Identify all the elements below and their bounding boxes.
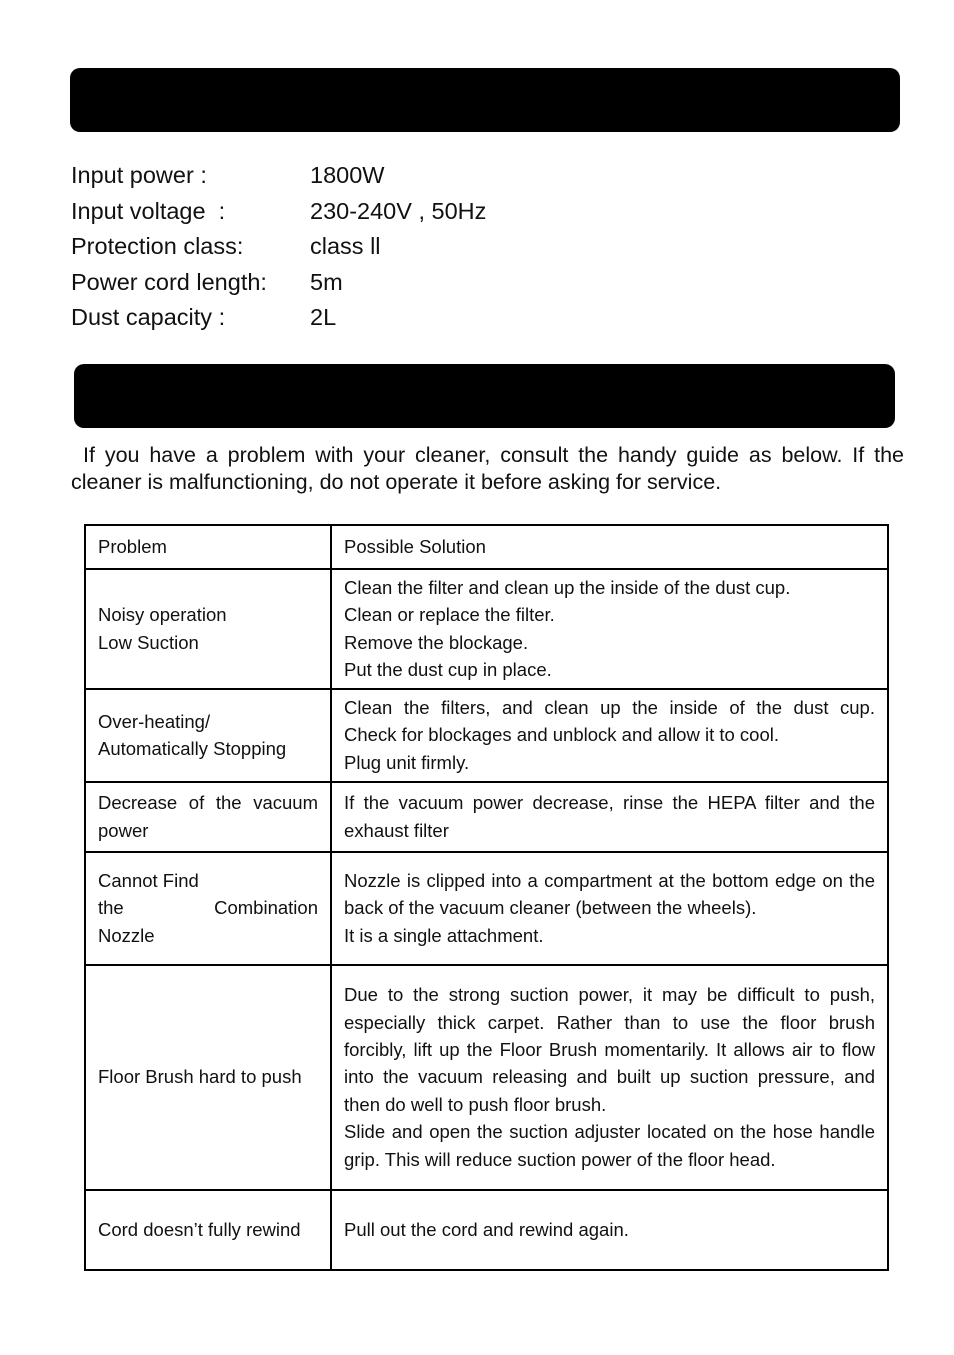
solution-line: It is a single attachment.	[344, 924, 544, 946]
solution-cell	[331, 569, 888, 689]
spec-label: Power cord length:	[71, 268, 267, 295]
table-row	[85, 965, 888, 1190]
problem-cell	[85, 689, 331, 782]
spec-row	[71, 229, 486, 265]
spec-row	[71, 300, 486, 336]
problem-cell	[85, 569, 331, 689]
header-solution: Possible Solution	[331, 525, 888, 569]
problem-line: Nozzle	[98, 924, 155, 946]
problem-line: Automatically Stopping	[98, 738, 287, 760]
troubleshooting-table	[84, 524, 889, 1271]
table-row	[85, 852, 888, 965]
section-header-bar-specifications	[70, 68, 900, 132]
table-header-row	[85, 525, 888, 569]
section-header-bar-troubleshooting	[74, 364, 895, 428]
spec-value: 2L	[310, 304, 337, 331]
solution-line: Clean the filter and clean up the inside of the dust cup.	[344, 577, 791, 598]
solution-cell: Pull out the cord and rewind again.	[331, 1190, 888, 1270]
spec-row	[71, 158, 486, 194]
solution-line: Put the dust cup in place.	[344, 659, 552, 681]
spec-label: Dust capacity :	[71, 304, 226, 331]
solution-line: Plug unit firmly.	[344, 751, 470, 773]
problem-cell: Floor Brush hard to push	[85, 965, 331, 1190]
table-row	[85, 689, 888, 782]
spec-value: class ll	[310, 233, 381, 260]
solution-line: Nozzle is clipped into a compartment at the bottom edge on the back of the vacuum cleaner (between the wheels).	[344, 870, 875, 919]
solution-cell	[331, 965, 888, 1190]
problem-line: Over-heating/	[98, 710, 211, 732]
solution-cell	[331, 852, 888, 965]
problem-line: Low Suction	[98, 631, 199, 653]
spec-value: 5m	[310, 268, 343, 295]
table-row	[85, 782, 888, 852]
problem-line: Cannot Find	[98, 870, 199, 892]
spec-value: 1800W	[310, 162, 385, 189]
solution-line: Due to the strong suction power, it may be difficult to push, especially thick carpet. Rather than to use the floor brush forcibly, lift up the Floor Brush momentarily. It allows air to flow into the vacuum releasing and built up suction pressure, and then do well to push floor brush.	[344, 984, 875, 1115]
spec-label: Input power :	[71, 162, 207, 189]
problem-line: Noisy operation	[98, 604, 227, 626]
solution-line: Clean or replace the filter.	[344, 604, 555, 626]
spec-label: Input voltage :	[71, 197, 226, 224]
table-row	[85, 569, 888, 689]
solution-line: Remove the blockage.	[344, 631, 529, 653]
spec-row	[71, 265, 486, 301]
problem-line: the Combination	[98, 897, 318, 919]
solution-line: Clean the filters, and clean up the inside of the dust cup.	[344, 697, 875, 719]
problem-cell	[85, 852, 331, 965]
troubleshooting-intro: If you have a problem with your cleaner, consult the handy guide as below. If the cleaner is malfunctioning, do not operate it before asking for service.	[71, 443, 904, 494]
solution-cell	[331, 689, 888, 782]
solution-cell: If the vacuum power decrease, rinse the HEPA filter and the exhaust filter	[331, 782, 888, 852]
problem-cell: Decrease of the vacuum power	[85, 782, 331, 852]
solution-line: Slide and open the suction adjuster located on the hose handle grip. This will reduce suction power of the floor head.	[344, 1121, 875, 1170]
spec-value: 230-240V , 50Hz	[310, 197, 487, 224]
table-row	[85, 1190, 888, 1270]
spec-label: Protection class:	[71, 233, 244, 260]
specifications-list	[71, 158, 486, 336]
header-problem: Problem	[85, 525, 331, 569]
problem-cell: Cord doesn’t fully rewind	[85, 1190, 331, 1270]
solution-line: Check for blockages and unblock and allow it to cool.	[344, 724, 780, 746]
spec-row	[71, 194, 486, 230]
